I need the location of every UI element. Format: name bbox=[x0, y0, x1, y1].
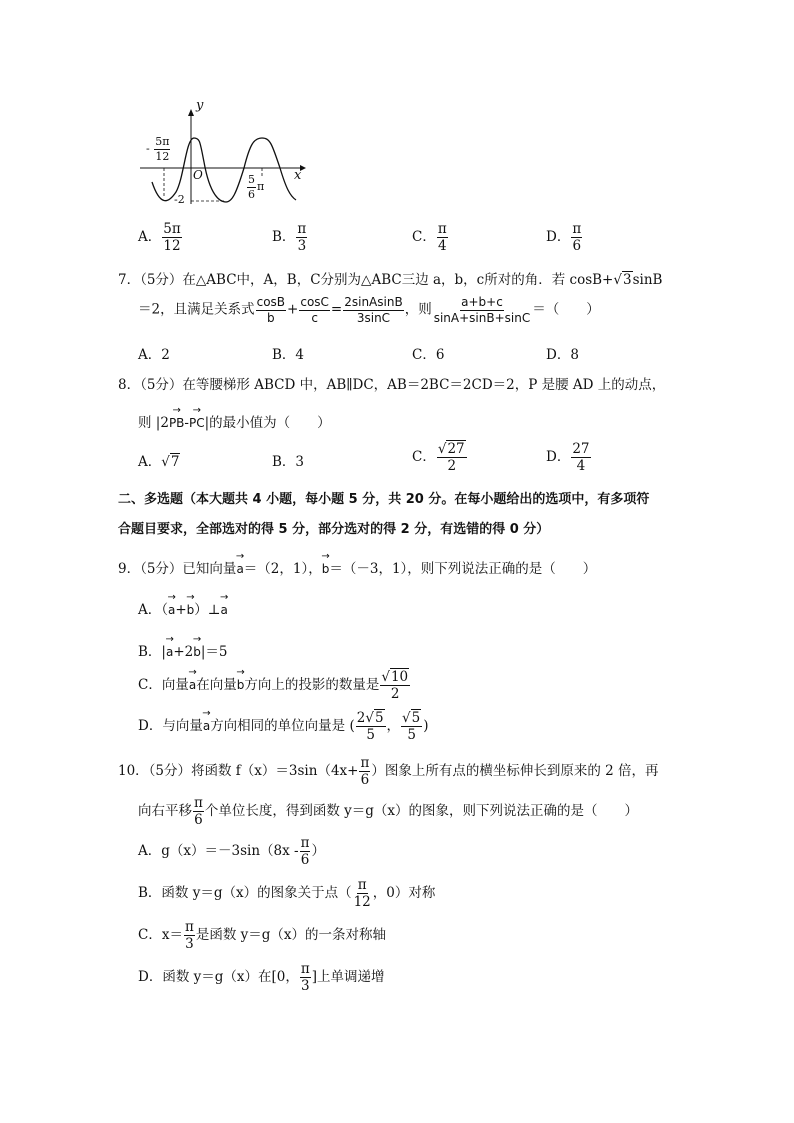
sqrt-symbol: √ bbox=[613, 272, 622, 288]
q8-line2: 则 |2→ PB-→ PC|的最小值为（ ） bbox=[138, 411, 331, 431]
right-tick-frac: $\frac{5}{6}$ bbox=[248, 173, 255, 201]
min-value-label: -2 bbox=[174, 193, 185, 206]
q8-option-c: C． $\frac{√27}{2}$ bbox=[412, 441, 465, 475]
q9-option-c: C．向量→ a在向量→ b方向上的投影的数量是 $\frac{√10}{2}$ bbox=[138, 670, 411, 701]
q9-option-b: B．|→ a+2→ b|＝5 bbox=[138, 640, 228, 660]
q9-option-a: A．（→ a+→ b）⊥→ a bbox=[138, 598, 228, 618]
x-axis-label: x bbox=[294, 168, 302, 183]
q7-option-c: C．6 bbox=[412, 347, 445, 363]
q6-options bbox=[138, 222, 618, 262]
right-tick-label: $\frac{5}{6}$ π bbox=[248, 173, 265, 201]
q7-frac4: $\frac{a+b+c}{\sin A+\sin B+\sin C}$ bbox=[433, 295, 531, 325]
q6-option-c: C． $\frac{\pi}{4}$ bbox=[412, 221, 447, 255]
q7-option-a: A．2 bbox=[138, 347, 170, 363]
q7-option-d: D．8 bbox=[546, 347, 579, 363]
q8-option-a: A．√7 bbox=[138, 454, 180, 470]
q6-option-d: D． $\frac{\pi}{6}$ bbox=[546, 221, 582, 255]
sine-graph-figure bbox=[140, 98, 310, 208]
q10-line1: 10．（5分）将函数 f（x）＝3sin（4x+ $\frac{\pi}{6}$ ）图象上所有点的横坐标伸长到原来的 2 倍，再 bbox=[118, 755, 659, 789]
q6-option-a: A． $\frac{5\pi}{12}$ bbox=[138, 221, 181, 255]
y-axis-arrow bbox=[188, 109, 194, 116]
q10-option-a: A．g（x）＝－3sin（8x - $\frac{\pi}{6}$ ） bbox=[138, 835, 325, 869]
q10-option-b: B．函数 y＝g（x）的图象关于点（ $\frac{\pi}{12}$ ，0）对称 bbox=[138, 877, 436, 911]
q7-frac1: $\frac{\cos B}{b}$ bbox=[256, 295, 286, 325]
q7-line2: ＝2，且满足关系式 $\frac{\cos B}{b}$ + $\frac{\cos C}{c}$ = $\frac{\text{2sinAsinB}}{3\sin C}$ ，则 $\frac{a+b+c}{\sin A+\sin B+\sin C}$ ＝（ ） bbox=[138, 295, 600, 325]
section2-heading-line2: 合题目要求，全部选对的得 5 分，部分选对的得 2 分，有选错的得 0 分） bbox=[118, 522, 550, 537]
origin-label: O bbox=[193, 168, 203, 182]
q8-option-b: B．3 bbox=[272, 454, 305, 470]
left-tick-label bbox=[146, 136, 171, 162]
vector-pb: → PB bbox=[169, 416, 184, 430]
left-tick-frac: $\frac{5\pi}{12}$ bbox=[155, 135, 170, 163]
left-tick-sign: - bbox=[146, 142, 150, 156]
q7-option-b: B．4 bbox=[272, 347, 305, 363]
vector-pc: → PC bbox=[189, 416, 205, 430]
y-axis-label: y bbox=[196, 98, 204, 113]
q7-frac2: $\frac{\cos C}{c}$ bbox=[300, 295, 329, 325]
q10-option-d: D．函数 y＝g（x）在[0， $\frac{\pi}{3}$ ]上单调递增 bbox=[138, 961, 385, 995]
q8-line1: 8．（5分）在等腰梯形 ABCD 中，AB∥DC，AB＝2BC＝2CD＝2，P 是腰 AD 上的动点， bbox=[118, 377, 666, 393]
q10-option-c: C．x＝ $\frac{\pi}{3}$ 是函数 y＝g（x）的一条对称轴 bbox=[138, 919, 387, 953]
q6-option-b: B． $\frac{\pi}{3}$ bbox=[272, 221, 307, 255]
q7-frac3: $\frac{\text{2sinAsinB}}{3\sin C}$ bbox=[344, 295, 403, 325]
q7-options bbox=[138, 343, 618, 363]
q10-line2: 向右平移 $\frac{\pi}{6}$ 个单位长度，得到函数 y＝g（x）的图象，则下列说法正确的是（ ） bbox=[138, 795, 639, 829]
q7-line1: 7．（5分）在△ABC中，A，B，C分别为△ABC三边 a，b，c所对的角．若 cosB+√3sinB bbox=[118, 272, 663, 288]
q9-stem: 9．（5分）已知向量→ a＝（2，1），→ b＝（－3，1），则下列说法正确的是（ ） bbox=[118, 557, 596, 577]
q9-option-d: D．与向量→ a方向相同的单位向量是 ( $\frac{2√5}{5}$ ， $\frac{√5}{5}$ ) bbox=[138, 711, 429, 742]
q8-option-d: D． $\frac{27}{4}$ bbox=[546, 441, 590, 475]
section2-heading-line1: 二、多选题（本大题共 4 小题，每小题 5 分，共 20 分。在每小题给出的选项中，有多项符 bbox=[118, 492, 650, 507]
q8-options bbox=[138, 442, 618, 482]
